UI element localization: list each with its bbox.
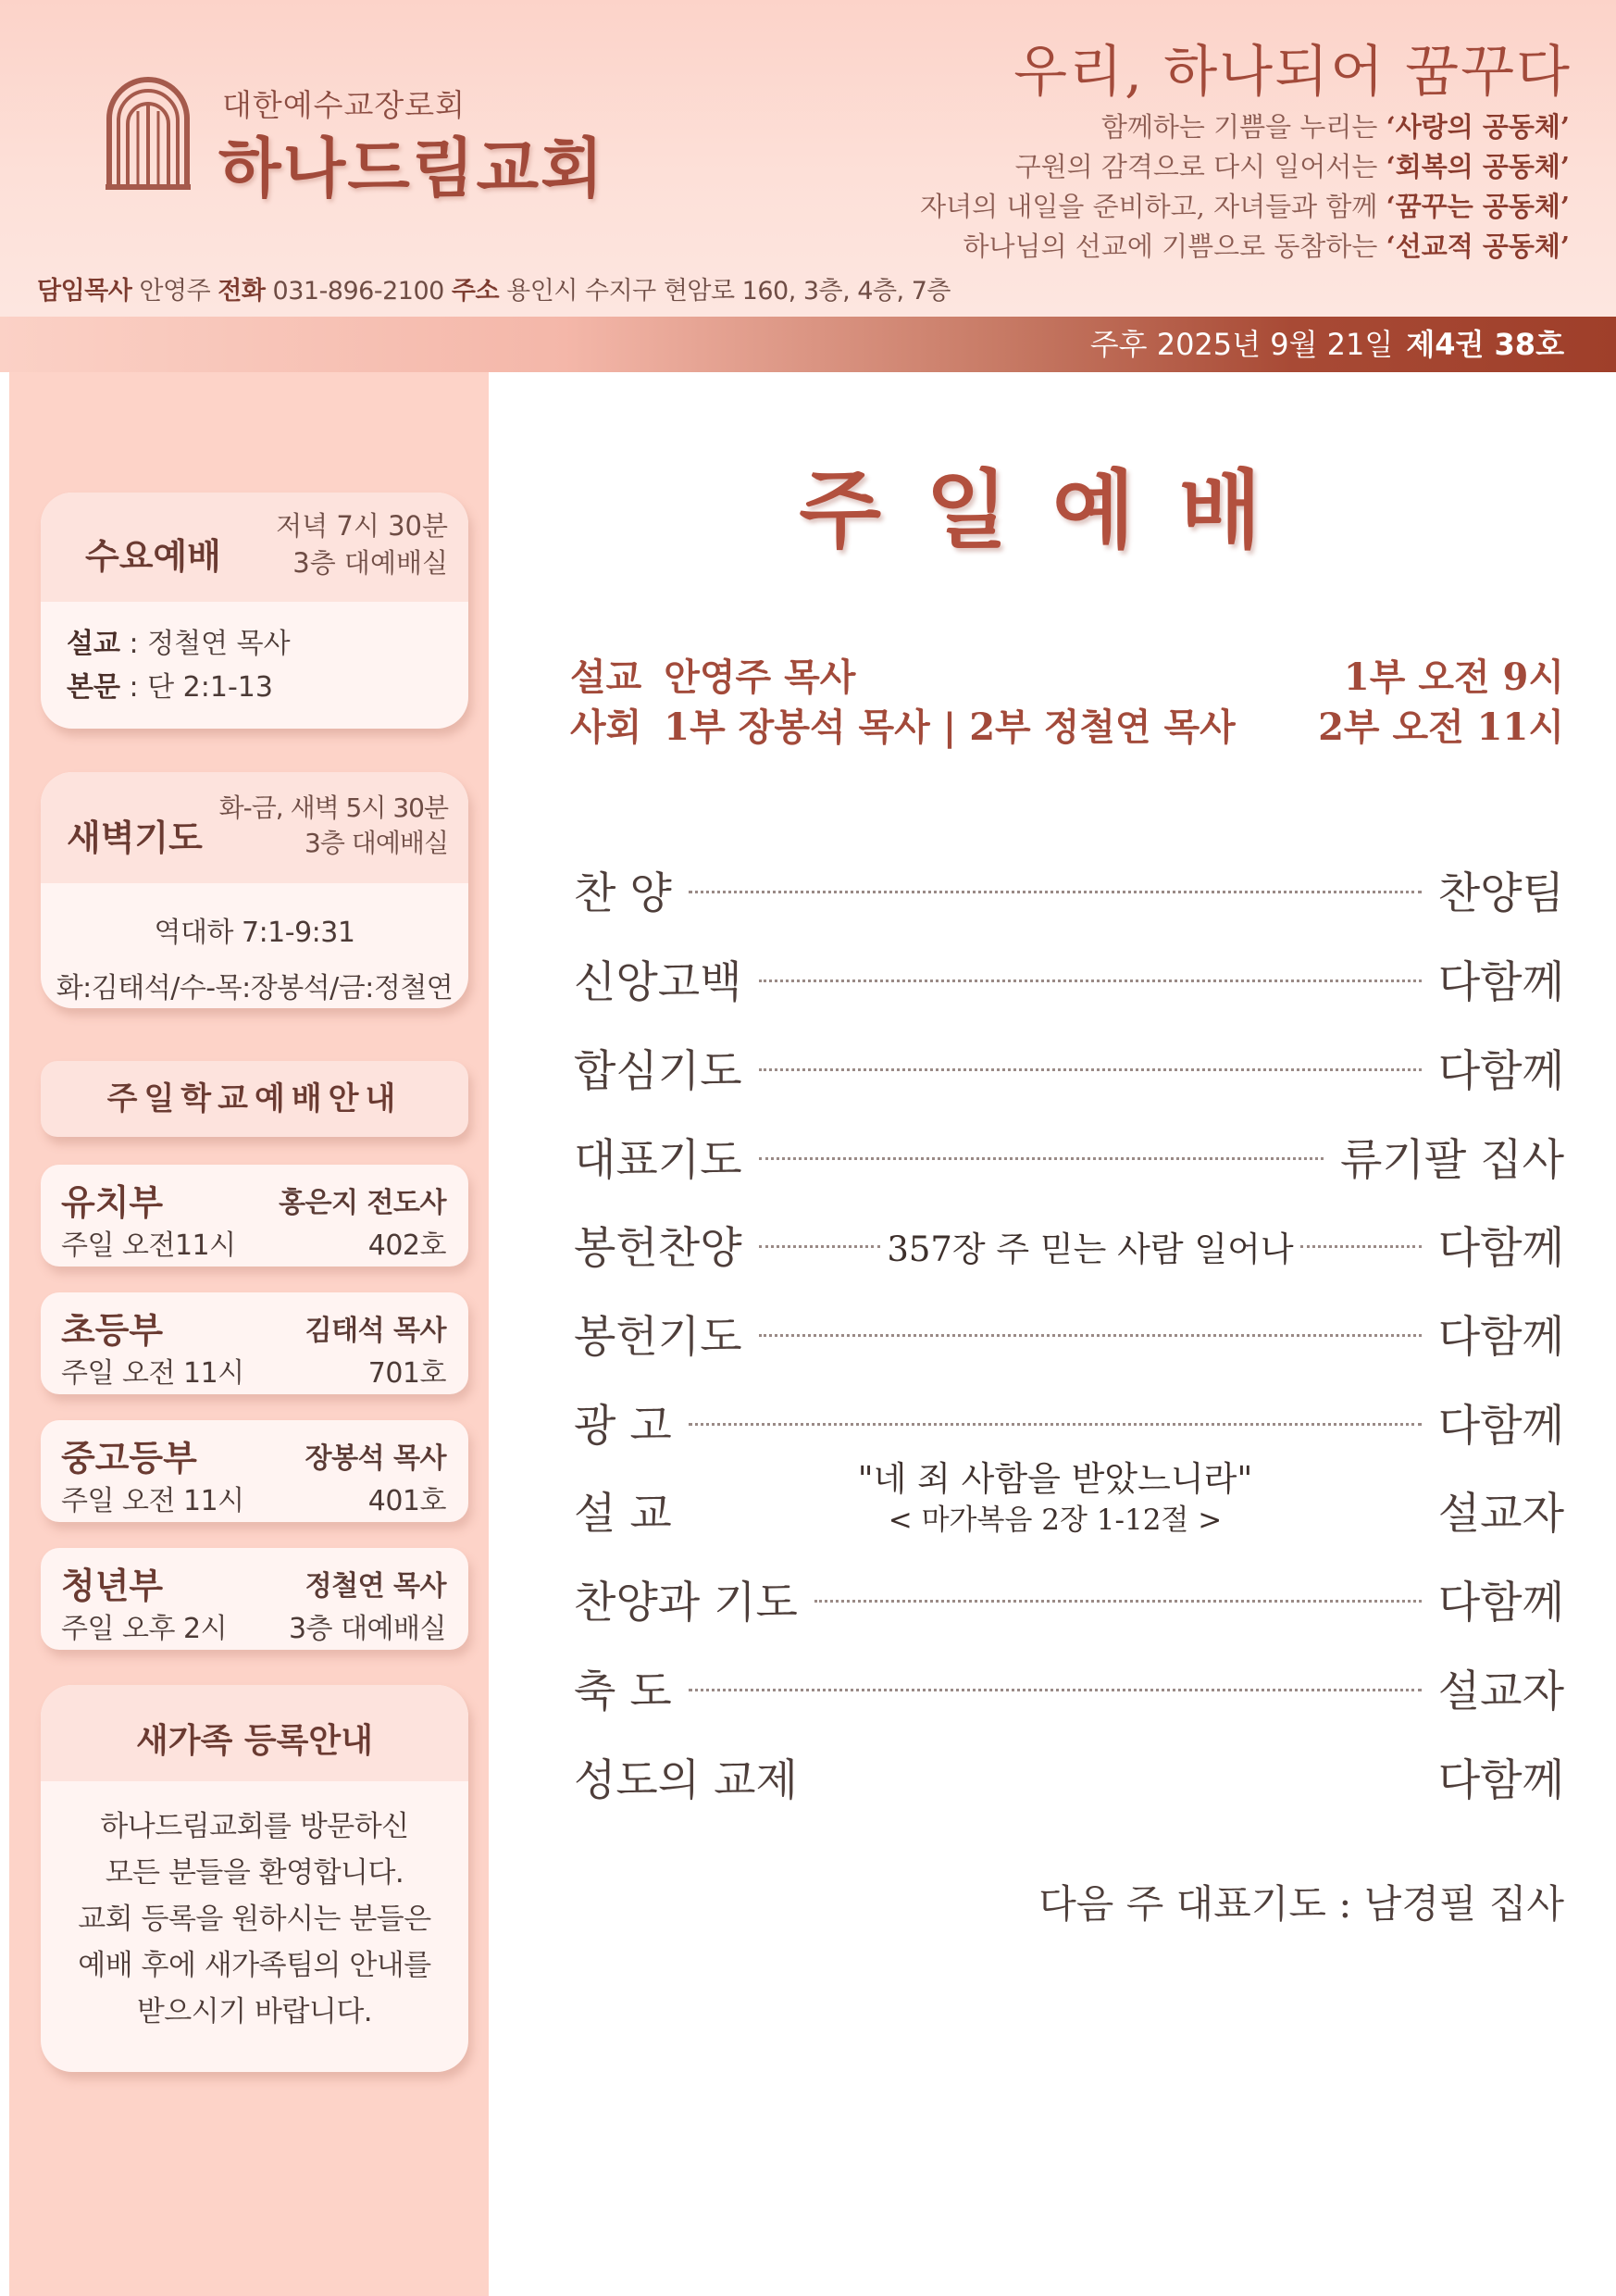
sermon-pastor: 안영주 목사: [664, 655, 856, 699]
presider-row: [570, 698, 1564, 749]
newcomer-line: 교회 등록을 원하시는 분들은: [78, 1903, 431, 1936]
place-text: 3층 대예배실: [305, 828, 448, 858]
dotted-leader: [759, 1334, 1422, 1337]
mission-statements: [920, 107, 1570, 267]
department-room: 701호: [367, 1357, 446, 1390]
dotted-leader: [759, 1068, 1422, 1071]
issue-number: 제4권 38호: [1406, 327, 1564, 362]
denomination-name: 대한예수교장로회: [222, 87, 466, 123]
order-item-detail: [777, 1459, 1333, 1541]
mission-highlight: ‘사랑의 공동체’: [1386, 111, 1570, 143]
order-item-name: 광 고: [574, 1401, 672, 1452]
department-time: 주일 오전 11시: [61, 1357, 244, 1390]
phone-label: 전화: [218, 277, 266, 306]
order-item: [574, 1120, 1564, 1185]
presider-label: 사회: [570, 705, 642, 749]
sermon-line: 설교 : 정철연 목사: [67, 628, 291, 660]
order-item: [574, 1741, 1564, 1805]
department-time: 주일 오후 2시: [61, 1613, 228, 1645]
sermon-label: 설교: [570, 655, 642, 699]
order-item-leader: 다함께: [1437, 1223, 1564, 1274]
order-item-name: 봉헌기도: [574, 1312, 742, 1363]
newcomer-line: 하나드림교회를 방문하신: [100, 1810, 409, 1843]
card-title: 새가족 등록안내: [136, 1722, 373, 1760]
dotted-leader: [759, 1245, 880, 1248]
order-item-name: 찬 양: [574, 868, 672, 919]
department-leader: 홍은지 전도사: [279, 1187, 446, 1219]
time-text: 화-금, 새벽 5시 30분: [218, 792, 448, 823]
department-name: 초등부: [61, 1310, 164, 1351]
sidebar: [9, 372, 489, 2296]
phone-number: 031-896-2100: [272, 277, 444, 306]
mission-highlight: ‘선교적 공동체’: [1386, 231, 1570, 262]
dotted-leader: [759, 980, 1422, 982]
newcomer-line: 예배 후에 새가족팀의 안내를: [78, 1949, 431, 1982]
order-item-name: 찬양과 기도: [574, 1578, 798, 1628]
order-item-name: 합심기도: [574, 1046, 742, 1097]
order-item: [574, 942, 1564, 1007]
order-item: [574, 1652, 1564, 1716]
order-item: [574, 1208, 1564, 1273]
department-leader: 장봉석 목사: [305, 1442, 446, 1475]
address-text: 용인시 수지구 현암로 160, 3층, 4층, 7층: [506, 277, 951, 306]
bulletin-date: [1090, 319, 1564, 369]
date-text: 주후 2025년 9월 21일: [1089, 327, 1394, 362]
mission-line: [920, 107, 1570, 147]
department-time: 주일 오전 11시: [61, 1485, 244, 1517]
mission-text: 하나님의 선교에 기쁨으로 동참하는: [963, 231, 1386, 262]
department-leader: 김태석 목사: [305, 1315, 446, 1347]
newcomer-line: 모든 분들을 환영합니다.: [105, 1856, 404, 1890]
service-time-1: 1부 오전 9시: [1343, 655, 1564, 699]
detail-title: 357장 주 믿는 사람 일어나: [887, 1229, 1294, 1269]
department-card: [41, 1548, 468, 1650]
card-body: [41, 883, 468, 1008]
mission-line: [920, 227, 1570, 267]
pastor-name: 안영주: [139, 277, 211, 306]
church-slogan: 우리, 하나되어 꿈꾸다: [1013, 40, 1572, 105]
mission-text: 자녀의 내일을 준비하고, 자녀들과 함께: [920, 191, 1386, 222]
prayer-leaders: 화:김태석/수-목:장봉석/금:정철연: [56, 972, 454, 1004]
dotted-leader: [814, 1600, 1422, 1603]
order-item-leader: 다함께: [1437, 1578, 1564, 1628]
department-name: 중고등부: [61, 1438, 197, 1479]
service-time: [276, 507, 448, 581]
arched-window-logo-icon: [104, 74, 193, 191]
order-item-leader: 다함께: [1437, 1312, 1564, 1363]
order-item-leader: 찬양팀: [1437, 868, 1564, 919]
department-name: 유치부: [61, 1182, 164, 1223]
sunday-school-header: 주일학교예배안내: [41, 1061, 468, 1137]
dotted-leader: [1300, 1245, 1422, 1248]
department-card: [41, 1292, 468, 1394]
department-room: 3층 대예배실: [288, 1613, 446, 1645]
presider-names: 1부 장봉석 목사 | 2부 정철연 목사: [664, 705, 1236, 749]
card-header: [41, 493, 468, 602]
mission-highlight: ‘꿈꾸는 공동체’: [1386, 191, 1570, 222]
department-card: [41, 1165, 468, 1267]
order-item: [574, 1031, 1564, 1096]
detail-scripture: < 마가복음 2장 1-12절 >: [888, 1504, 1223, 1537]
wednesday-service-card: [41, 493, 468, 729]
dotted-leader: [689, 1423, 1422, 1426]
mission-line: [920, 147, 1570, 187]
time-text: 저녁 7시 30분: [276, 510, 448, 542]
contact-line: [37, 270, 951, 306]
order-item: [574, 1386, 1564, 1451]
card-body: [41, 602, 468, 709]
card-title: 수요예배: [85, 536, 221, 577]
order-item-leader: 다함께: [1437, 1755, 1564, 1806]
dawn-prayer-card: [41, 772, 468, 1008]
service-time-2: 2부 오전 11시: [1318, 705, 1564, 749]
scripture-text: 단 2:1-13: [147, 671, 273, 704]
department-time: 주일 오전11시: [61, 1229, 236, 1262]
text-line: 본문 : 단 2:1-13: [67, 671, 273, 704]
newcomer-line: 받으시기 바랍니다.: [136, 1995, 373, 2028]
order-item-name: 설 교: [574, 1489, 672, 1540]
order-item-name: 대표기도: [574, 1135, 742, 1186]
mission-text: 함께하는 기쁨을 누리는: [1100, 111, 1386, 143]
dotted-leader: [759, 1157, 1324, 1160]
order-item-name: 봉헌찬양: [574, 1223, 742, 1274]
bulletin-header: [0, 0, 1616, 317]
dotted-leader: [689, 1689, 1422, 1691]
church-name: 하나드림교회: [218, 131, 605, 206]
sermon-preacher: 정철연 목사: [147, 628, 291, 660]
order-item-leader: 다함께: [1437, 1046, 1564, 1097]
order-item-leader: 다함께: [1437, 1401, 1564, 1452]
newcomer-card: [41, 1685, 468, 2072]
card-header: [41, 772, 468, 883]
order-item-name: 신앙고백: [574, 957, 742, 1008]
scripture-passage: 역대하 7:1-9:31: [154, 917, 355, 949]
mission-line: [920, 187, 1570, 227]
order-item: [574, 854, 1564, 918]
order-item-leader: 다함께: [1437, 957, 1564, 1008]
order-item-name: 축 도: [574, 1666, 672, 1717]
text-label: 본문: [67, 671, 120, 704]
department-card: [41, 1420, 468, 1522]
sermon-label: 설교: [67, 628, 120, 660]
order-item: [574, 1459, 1564, 1540]
order-item-name: 성도의 교제: [574, 1755, 798, 1806]
card-title: 새벽기도: [67, 817, 203, 858]
card-header: [41, 1685, 468, 1781]
address-label: 주소: [451, 277, 500, 306]
service-time: [219, 791, 448, 861]
sermon-row: [570, 648, 1564, 699]
card-body: [41, 1781, 468, 2035]
order-item-leader: 설교자: [1437, 1489, 1564, 1540]
place-text: 3층 대예배실: [292, 547, 448, 579]
department-name: 청년부: [61, 1566, 164, 1606]
order-item-detail: [813, 1221, 1368, 1271]
order-item: [574, 1297, 1564, 1362]
pastor-label: 담임목사: [37, 277, 132, 306]
mission-highlight: ‘회복의 공동체’: [1386, 151, 1570, 182]
dotted-leader: [689, 891, 1422, 893]
department-room: 401호: [367, 1485, 446, 1517]
order-item-leader: 류기팔 집사: [1340, 1135, 1564, 1186]
worship-title: 주일예배: [799, 460, 1306, 560]
order-item: [574, 1563, 1564, 1628]
department-room: 402호: [367, 1229, 446, 1262]
mission-text: 구원의 감격으로 다시 일어서는: [1014, 151, 1386, 182]
order-item-leader: 설교자: [1437, 1666, 1564, 1717]
detail-title: "네 죄 사함을 받았느니라": [857, 1459, 1253, 1499]
next-week-prayer: 다음 주 대표기도 : 남경필 집사: [1038, 1881, 1564, 1927]
department-leader: 정철연 목사: [305, 1570, 446, 1603]
